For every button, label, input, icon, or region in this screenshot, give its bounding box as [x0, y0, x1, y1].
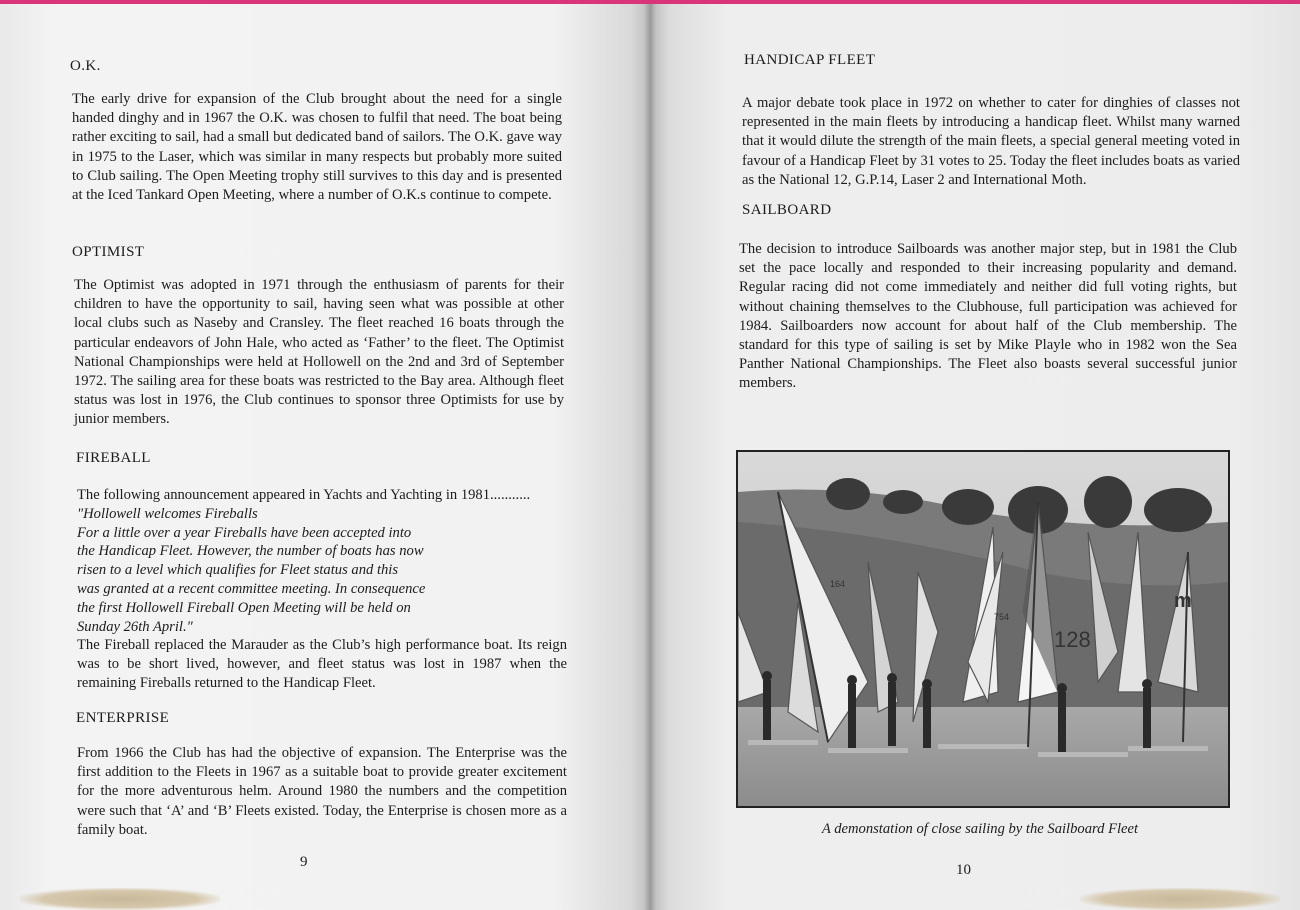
paper-stain [1080, 888, 1280, 910]
paragraph-ok: The early drive for expansion of the Club brought about the need for a single handed dinghy and in 1967 the O.K. was chosen to fulfil that need. The boat being rather exciting to sail, had a small but dedicated band of sailors. The O.K. gave way in 1975 to the Laser, which was similar in many respects but probably more suited to Club sailing. The Open Meeting trophy still survives to this day and is presented at the Iced Tankard Open Meeting, where a number of O.K.s continue to compete. [72, 91, 562, 204]
heading-handicap-fleet: HANDICAP FLEET [744, 52, 876, 68]
quote-line: Sunday 26th April." [77, 618, 193, 635]
quote-line: For a little over a year Fireballs have been accepted into [77, 524, 412, 541]
sail-number: 754 [994, 612, 1010, 622]
paragraph-sailboard: The decision to introduce Sailboards was another major step, but in 1981 the Club set the pace locally and responded to their increasing popularity and demand. Regular racing did not come immediately and neither did full voting rights, but without chaining themselves to the Clubhouse, full participation was achieved for 1984. Sailboarders now account for about half of the Club membership. The standard for this type of sailing is set by Mike Playle who in 1982 won the Sea Panther National Championships. The Fleet also boasts several successful junior members. [739, 241, 1237, 392]
book-gutter [644, 4, 656, 910]
page-number-right: 10 [956, 862, 971, 878]
quote-line: the Handicap Fleet. However, the number of boats has now [77, 543, 424, 560]
heading-sailboard: SAILBOARD [742, 202, 832, 218]
sailboard-fleet-photo [736, 450, 1230, 808]
left-page [0, 4, 650, 910]
heading-fireball: FIREBALL [76, 450, 151, 466]
paragraph-handicap-fleet: A major debate took place in 1972 on whether to cater for dinghies of classes not represented in the main fleets by introducing a handicap fleet. Whilst many warned that it would dilute the strength of the main fleets, a special general meeting voted in favour of a Handicap Fleet by 31 votes to 25. Today the fleet includes boats as varied as the National 12, G.P.14, Laser 2 and International Moth. [742, 95, 1240, 188]
quote-line: was granted at a recent committee meeting. In consequence [77, 580, 426, 597]
quote-line: "Hollowell welcomes Fireballs [77, 505, 258, 522]
sail-number: m [1174, 590, 1192, 612]
heading-optimist: OPTIMIST [72, 244, 145, 260]
photo-caption: A demonstation of close sailing by the Sailboard Fleet [821, 821, 1139, 837]
paragraph-optimist: The Optimist was adopted in 1971 through the enthusiasm of parents for their children to have the opportunity to sail, having seen what was possible at other local clubs such as Naseby and Cransley. The fleet reached 16 boats through the particular endeavors of John Hale, who acted as ‘Father’ to the fleet. The Optimist National Championships were held at Hollowell on the 2nd and 3rd of September 1972. The sailing area for these boats was restricted to the Bay area. Although fleet status was lost in 1976, the Club continues to sponsor three Optimists for use by junior members. [74, 277, 564, 428]
quote-line: risen to a level which qualifies for Fleet status and this [77, 562, 399, 579]
quote-line: the first Hollowell Fireball Open Meeting will be held on [77, 599, 411, 616]
announcement-intro: The following announcement appeared in Yachts and Yachting in 1981........... [77, 487, 531, 503]
fireball-announcement [77, 486, 567, 636]
paragraph-fireball: The Fireball replaced the Marauder as the Club’s high performance boat. Its reign was to be short lived, however, and fleet status was lost in 1987 when the remaining Fireballs returned to the Handicap Fleet. [77, 637, 567, 692]
sail-number: 164 [830, 579, 846, 589]
paragraph-enterprise: From 1966 the Club has had the objective of expansion. The Enterprise was the first addition to the Fleets in 1967 as a suitable boat to provide greater excitement for the more adventurous helm. Around 1980 the numbers and the competition were such that ‘A’ and ‘B’ Fleets existed. Today, the Enterprise is chosen more as a family boat. [77, 745, 567, 838]
heading-ok: O.K. [70, 58, 101, 74]
page-number-left: 9 [300, 854, 308, 870]
heading-enterprise: ENTERPRISE [76, 710, 170, 726]
paper-stain [20, 888, 220, 910]
sail-number: 128 [1054, 627, 1091, 652]
